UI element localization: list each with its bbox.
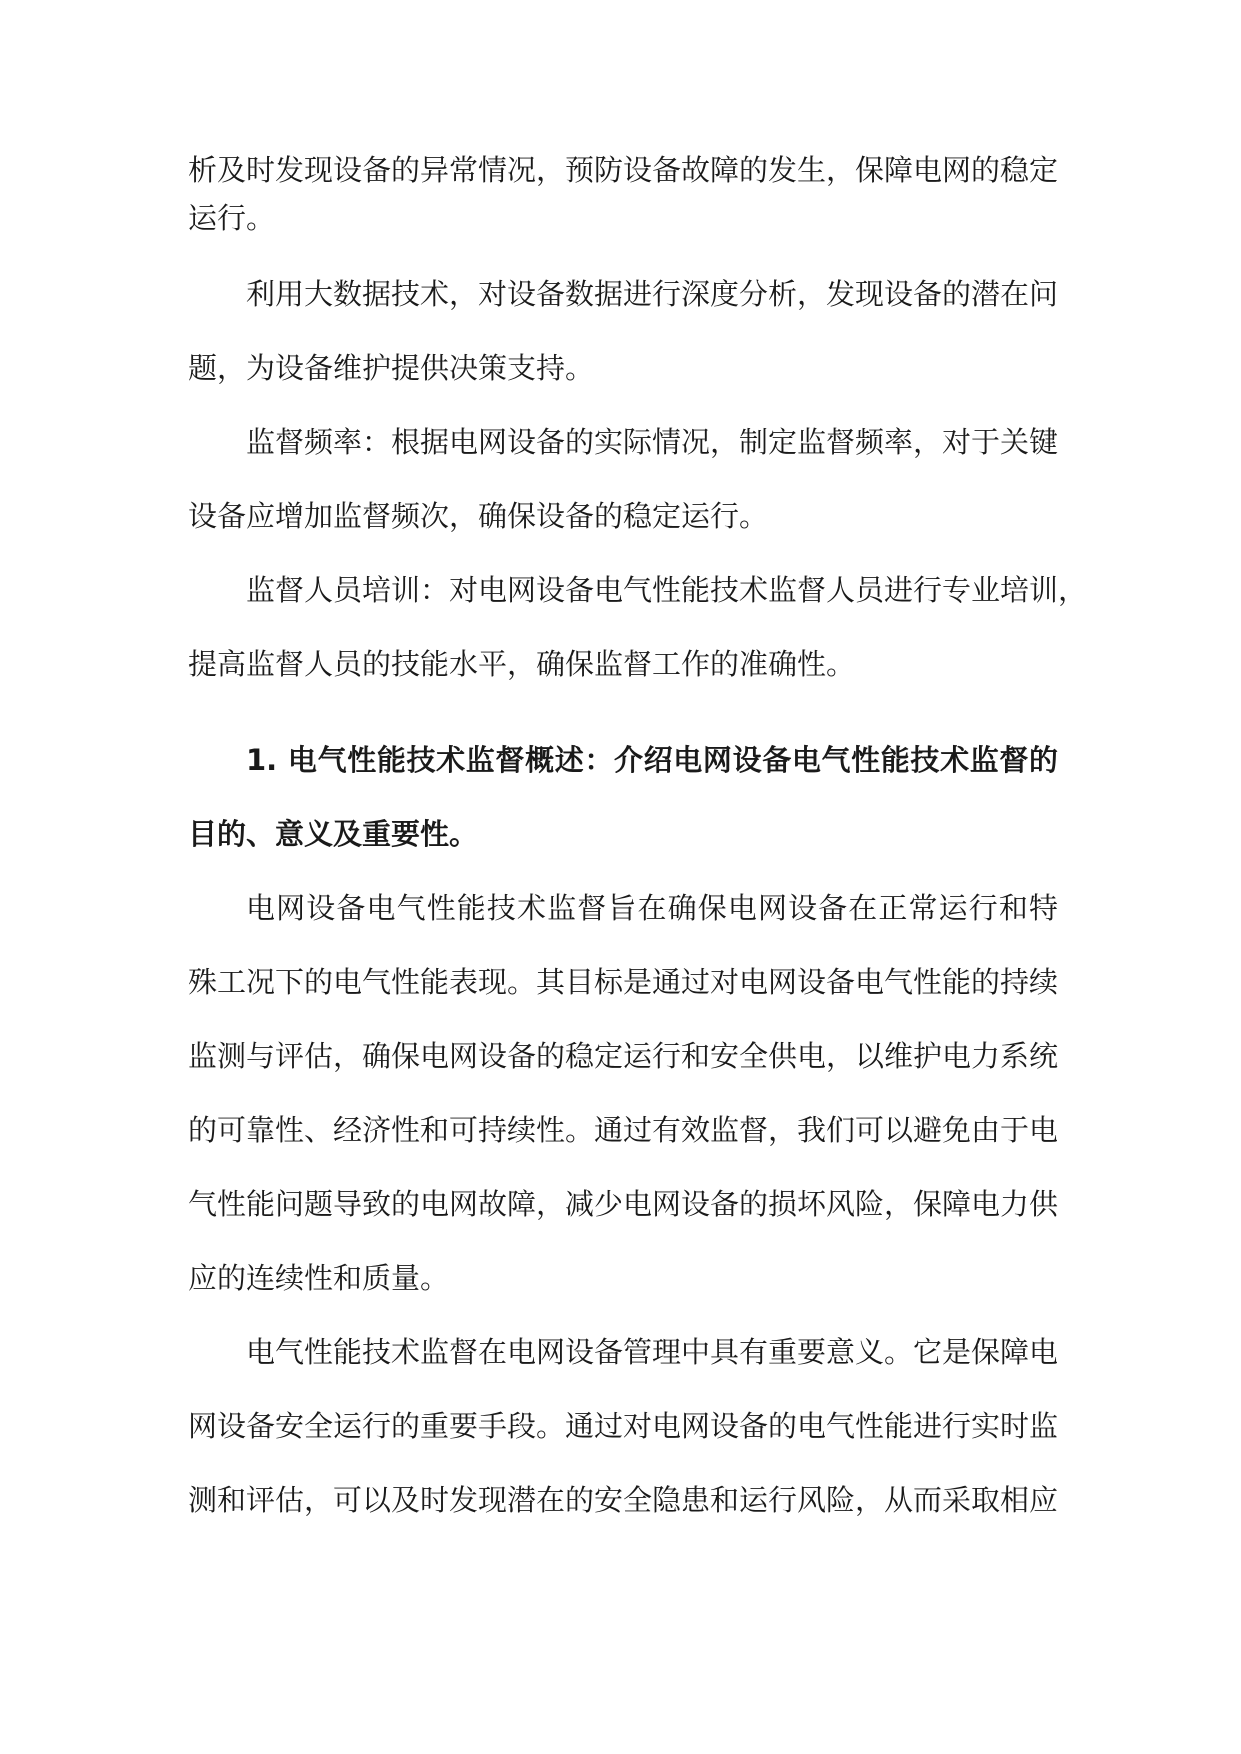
text-line: 设备应增加监督频次，确保设备的稳定运行。 — [188, 499, 769, 533]
text-line: 气性能问题导致的电网故障，减少电网设备的损坏风险，保障电力供 — [188, 1187, 1059, 1221]
section-heading: 1. 电气性能技术监督概述：介绍电网设备电气性能技术监督的 — [246, 743, 1058, 777]
text-line: 运行。 — [188, 201, 276, 235]
text-line: 的可靠性、经济性和可持续性。通过有效监督，我们可以避免由于电 — [188, 1113, 1059, 1147]
text-line: 题，为设备维护提供决策支持。 — [188, 351, 595, 385]
text-line: 析及时发现设备的异常情况，预防设备故障的发生，保障电网的稳定 — [188, 153, 1059, 187]
text-line: 应的连续性和质量。 — [188, 1261, 450, 1295]
text-line: 提高监督人员的技能水平，确保监督工作的准确性。 — [188, 647, 856, 681]
paragraph-start-line: 监督频率：根据电网设备的实际情况，制定监督频率，对于关键 — [246, 425, 1059, 459]
paragraph-start-line: 利用大数据技术，对设备数据进行深度分析，发现设备的潜在问 — [246, 277, 1059, 311]
paragraph-start-line: 电网设备电气性能技术监督旨在确保电网设备在正常运行和特 — [246, 891, 1058, 925]
paragraph-start-line: 监督人员培训：对电网设备电气性能技术监督人员进行专业培训， — [246, 573, 1088, 607]
section-heading-continuation: 目的、意义及重要性。 — [188, 817, 479, 851]
text-line: 监测与评估，确保电网设备的稳定运行和安全供电，以维护电力系统 — [188, 1039, 1059, 1073]
text-line: 殊工况下的电气性能表现。其目标是通过对电网设备电气性能的持续 — [188, 965, 1059, 999]
paragraph-start-line: 电气性能技术监督在电网设备管理中具有重要意义。它是保障电 — [246, 1335, 1059, 1369]
text-line: 网设备安全运行的重要手段。通过对电网设备的电气性能进行实时监 — [188, 1409, 1059, 1443]
text-line: 测和评估，可以及时发现潜在的安全隐患和运行风险，从而采取相应 — [188, 1483, 1059, 1517]
